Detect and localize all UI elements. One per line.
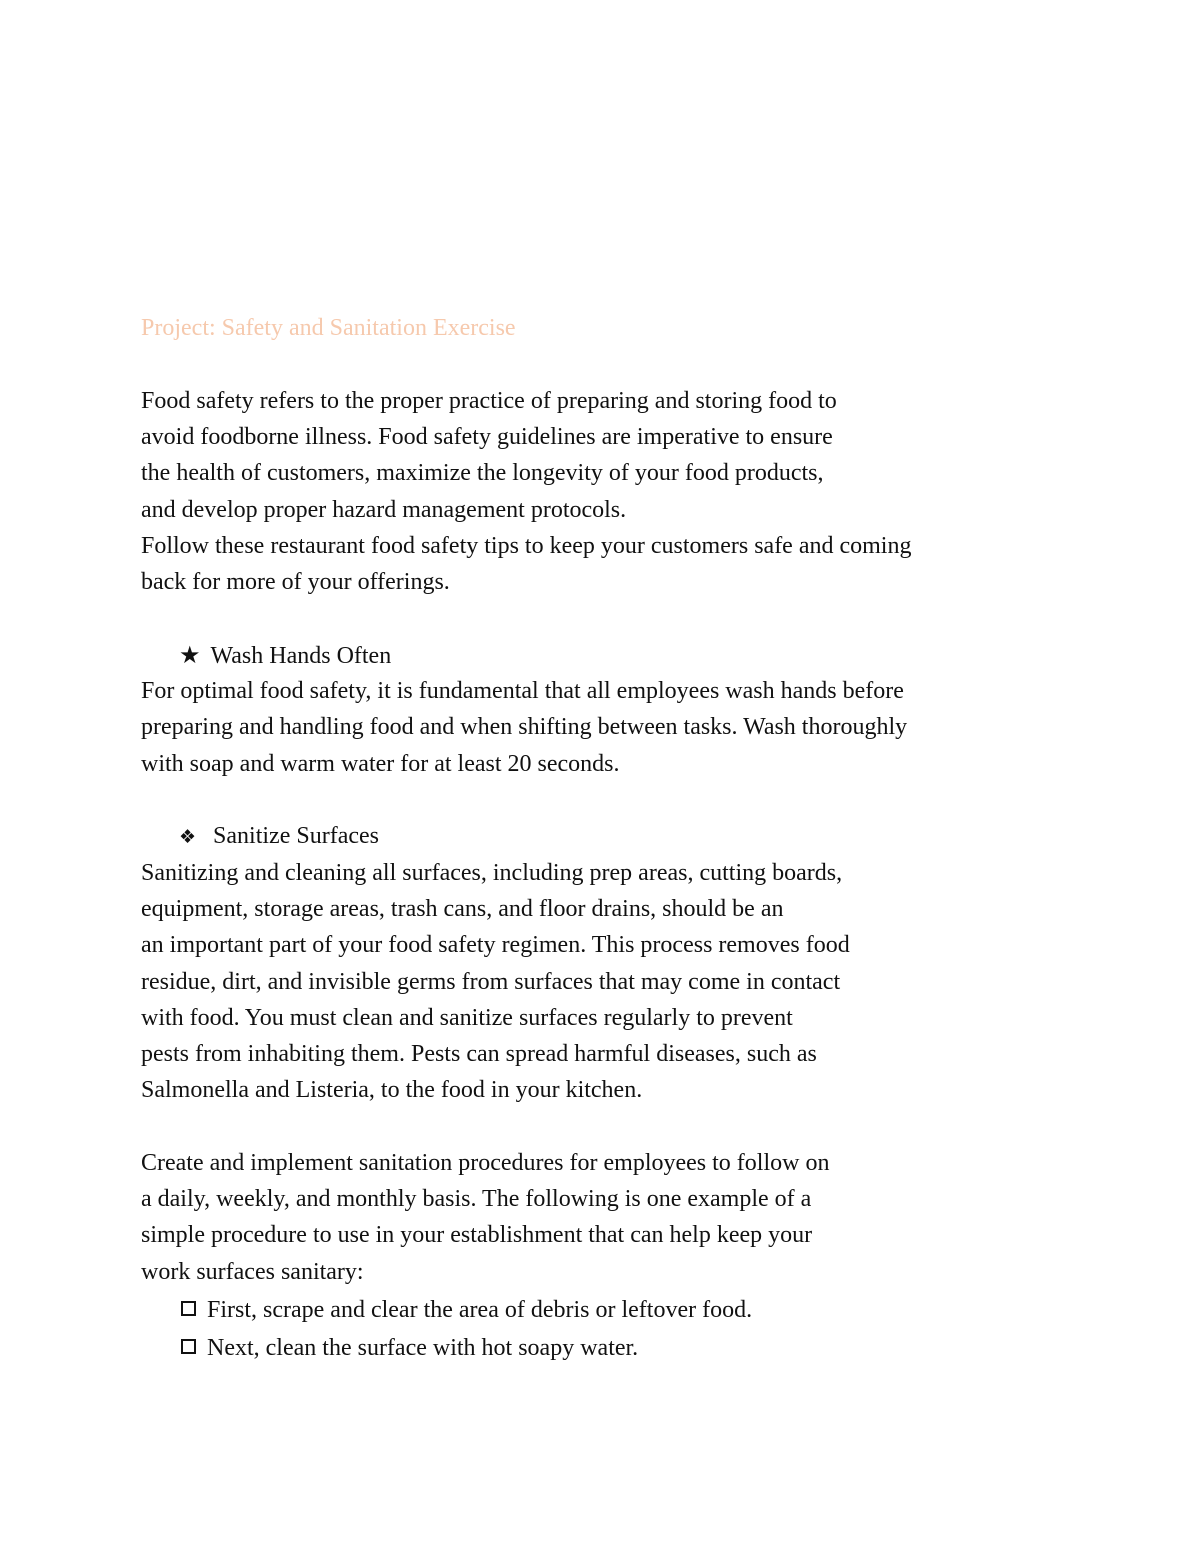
checklist-item-label: Next, clean the surface with hot soapy water. xyxy=(207,1335,639,1361)
checkbox-icon xyxy=(181,1339,196,1354)
section-body-line: Salmonella and Listeria, to the food in your kitchen. xyxy=(141,1077,643,1103)
checklist-item-label: First, scrape and clear the area of debris or leftover food. xyxy=(207,1297,753,1323)
procedure-line: Create and implement sanitation procedures for employees to follow on xyxy=(141,1150,830,1176)
section-body-line: For optimal food safety, it is fundamental that all employees wash hands before xyxy=(141,678,904,704)
section-body-line: equipment, storage areas, trash cans, and floor drains, should be an xyxy=(141,896,784,922)
diamond-icon: ❖ xyxy=(179,826,197,848)
intro-line: back for more of your offerings. xyxy=(141,569,450,595)
section-heading-label: Sanitize Surfaces xyxy=(213,823,379,849)
checklist-item xyxy=(181,1295,752,1325)
section-body-line: Sanitizing and cleaning all surfaces, including prep areas, cutting boards, xyxy=(141,860,843,886)
intro-line: and develop proper hazard management protocols. xyxy=(141,497,627,523)
procedure-line: a daily, weekly, and monthly basis. The following is one example of a xyxy=(141,1186,812,1212)
procedure-line: simple procedure to use in your establishment that can help keep your xyxy=(141,1222,813,1248)
checklist-item xyxy=(181,1333,638,1363)
star-icon: ★ xyxy=(179,641,201,669)
checkbox-icon xyxy=(181,1301,196,1316)
section-body-line: preparing and handling food and when shifting between tasks. Wash thoroughly xyxy=(141,714,908,740)
intro-line: Food safety refers to the proper practice of preparing and storing food to xyxy=(141,388,837,414)
section-body-line: an important part of your food safety regimen. This process removes food xyxy=(141,932,850,958)
intro-line: avoid foodborne illness. Food safety guidelines are imperative to ensure xyxy=(141,424,833,450)
section-heading-wash-hands xyxy=(179,640,391,671)
section-heading-sanitize-surfaces xyxy=(179,821,379,852)
section-body-line: with food. You must clean and sanitize surfaces regularly to prevent xyxy=(141,1005,793,1031)
section-body-line: with soap and warm water for at least 20 seconds. xyxy=(141,751,620,777)
procedure-line: work surfaces sanitary: xyxy=(141,1259,364,1285)
section-body-line: residue, dirt, and invisible germs from surfaces that may come in contact xyxy=(141,969,841,995)
document-title: Project: Safety and Sanitation Exercise xyxy=(141,315,516,341)
intro-line: the health of customers, maximize the longevity of your food products, xyxy=(141,460,824,486)
section-body-line: pests from inhabiting them. Pests can spread harmful diseases, such as xyxy=(141,1041,817,1067)
intro-line: Follow these restaurant food safety tips to keep your customers safe and coming xyxy=(141,533,912,559)
section-heading-label: Wash Hands Often xyxy=(210,643,392,669)
